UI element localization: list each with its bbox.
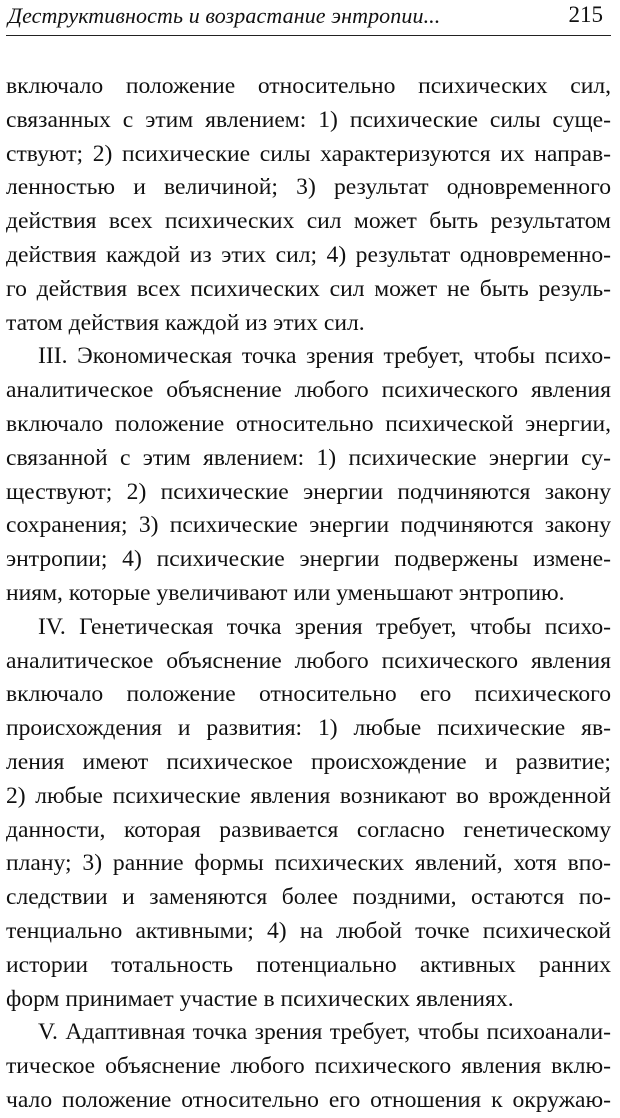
text-line: V. Адаптивная точка зрения требует, чтобы психоанали- [38,1019,611,1046]
text-line: следствии и заменяются более поздними, остаются по- [6,884,611,911]
paragraph-continuation [6,70,611,340]
text-line: ления имеют психическое происхождение и развитие; [6,748,611,775]
paragraph-adaptive-point [6,1016,611,1117]
text-line: тенциально активными; 4) на любой точке психической [6,917,611,944]
text-line: IV. Генетическая точка зрения требует, чтобы психо- [38,613,611,640]
text-line: включало положение относительно его психического [6,681,611,708]
text-line: III. Экономическая точка зрения требует, чтобы психо- [38,343,611,370]
page-body [6,70,611,1118]
text-line: ществуют; 2) психические энергии подчиняются закону [6,478,611,505]
text-line: данности, которая развивается согласно генетическому [6,816,611,843]
text-line: связанной с этим явлением: 1) психические энергии су- [6,444,611,471]
text-line: татом действия каждой из этих сил. [6,309,365,336]
text-line: 2) любые психические явления возникают во врожденной [6,782,611,809]
running-header [6,0,611,36]
text-line: форм принимает участие в психических явлениях. [6,985,514,1012]
text-line: го действия всех психических сил может не быть резуль- [6,275,611,302]
text-line: чало положение относительно его отношения к окружаю- [6,1086,611,1113]
text-line: ствуют; 2) психические силы характеризуются их направ- [6,140,611,167]
text-line: действия каждой из этих сил; 4) результат одновременно- [6,241,611,268]
text-line: связанных с этим явлением: 1) психические силы суще- [6,106,611,133]
text-line: происхождения и развития: 1) любые психические яв- [6,715,611,742]
text-line: сохранения; 3) психические энергии подчиняются закону [6,512,611,539]
text-line: действия всех психических сил может быть результатом [6,208,611,235]
text-line: ленностью и величиной; 3) результат одновременного [6,174,611,201]
text-line: истории тотальность потенциально активных ранних [6,951,611,978]
paragraph-genetic-point [6,611,611,1017]
paragraph-economic-point [6,340,611,610]
text-line: плану; 3) ранние формы психических явлений, хотя впо- [6,850,611,877]
text-line: ниям, которые увеличивают или уменьшают энтропию. [6,579,565,606]
text-line: энтропии; 4) психические энергии подвержены измене- [6,546,611,573]
running-title: Деструктивность и возрастание энтропии... [8,3,441,28]
text-line: включало положение относительно психических сил, [6,73,611,99]
page-number: 215 [568,2,603,27]
text-line: включало положение относительно психической энергии, [6,410,611,437]
text-line: аналитическое объяснение любого психического явления [6,647,611,674]
text-line: тическое объяснение любого психического явления вклю- [6,1053,611,1080]
text-line: аналитическое объяснение любого психического явления [6,377,611,404]
